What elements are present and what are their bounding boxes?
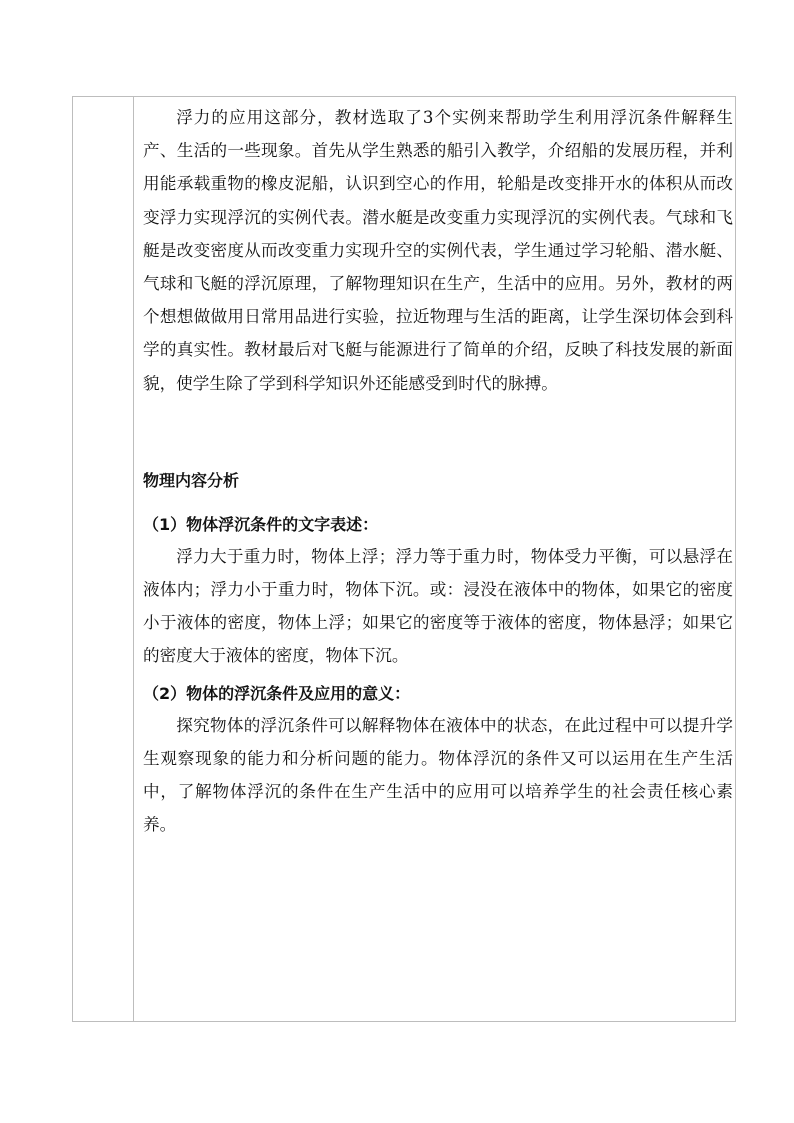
content-cell (143, 97, 733, 841)
intro-paragraph: 浮力的应用这部分，教材选取了3个实例来帮助学生利用浮沉条件解释生产、生活的一些现象。首先从学生熟悉的船引入教学，介绍船的发展历程，并利用能承载重物的橡皮泥船，认识到空心的作用，轮船是改变排开水的体积从而改变浮力实现浮沉的实例代表。潜水艇是改变重力实现浮沉的实例代表。气球和飞艇是改变密度从而改变重力实现升空的实例代表，学生通过学习轮船、潜水艇、气球和飞艇的浮沉原理，了解物理知识在生产，生活中的应用。另外，教材的两个想想做做用日常用品进行实验，拉近物理与生活的距离，让学生深切体会到科学的真实性。教材最后对飞艇与能源进行了简单的介绍，反映了科技发展的新面貌，使学生除了学到科学知识外还能感受到时代的脉搏。 (143, 108, 733, 393)
significance-paragraph: 探究物体的浮沉条件可以解释物体在液体中的状态，在此过程中可以提升学生观察现象的能力和分析问题的能力。物体浮沉的条件又可以运用在生产生活中，了解物体浮沉的条件在生产生活中的应用可以培养学生的社会责任核心素养。 (143, 715, 733, 835)
column-divider (133, 97, 134, 1021)
subheading-float-condition: （1）物体浮沉条件的文字表述： (143, 514, 379, 534)
content-table (72, 96, 736, 1022)
section-heading: 物理内容分析 (143, 470, 240, 490)
float-condition-paragraph: 浮力大于重力时，物体上浮；浮力等于重力时，物体受力平衡，可以悬浮在液体内；浮力小于重力时，物体下沉。或：浸没在液体中的物体，如果它的密度小于液体的密度，物体上浮；如果它的密度等于液体的密度，物体悬浮；如果它的密度大于液体的密度，物体下沉。 (143, 546, 733, 666)
subheading-significance: （2）物体的浮沉条件及应用的意义： (143, 683, 411, 703)
